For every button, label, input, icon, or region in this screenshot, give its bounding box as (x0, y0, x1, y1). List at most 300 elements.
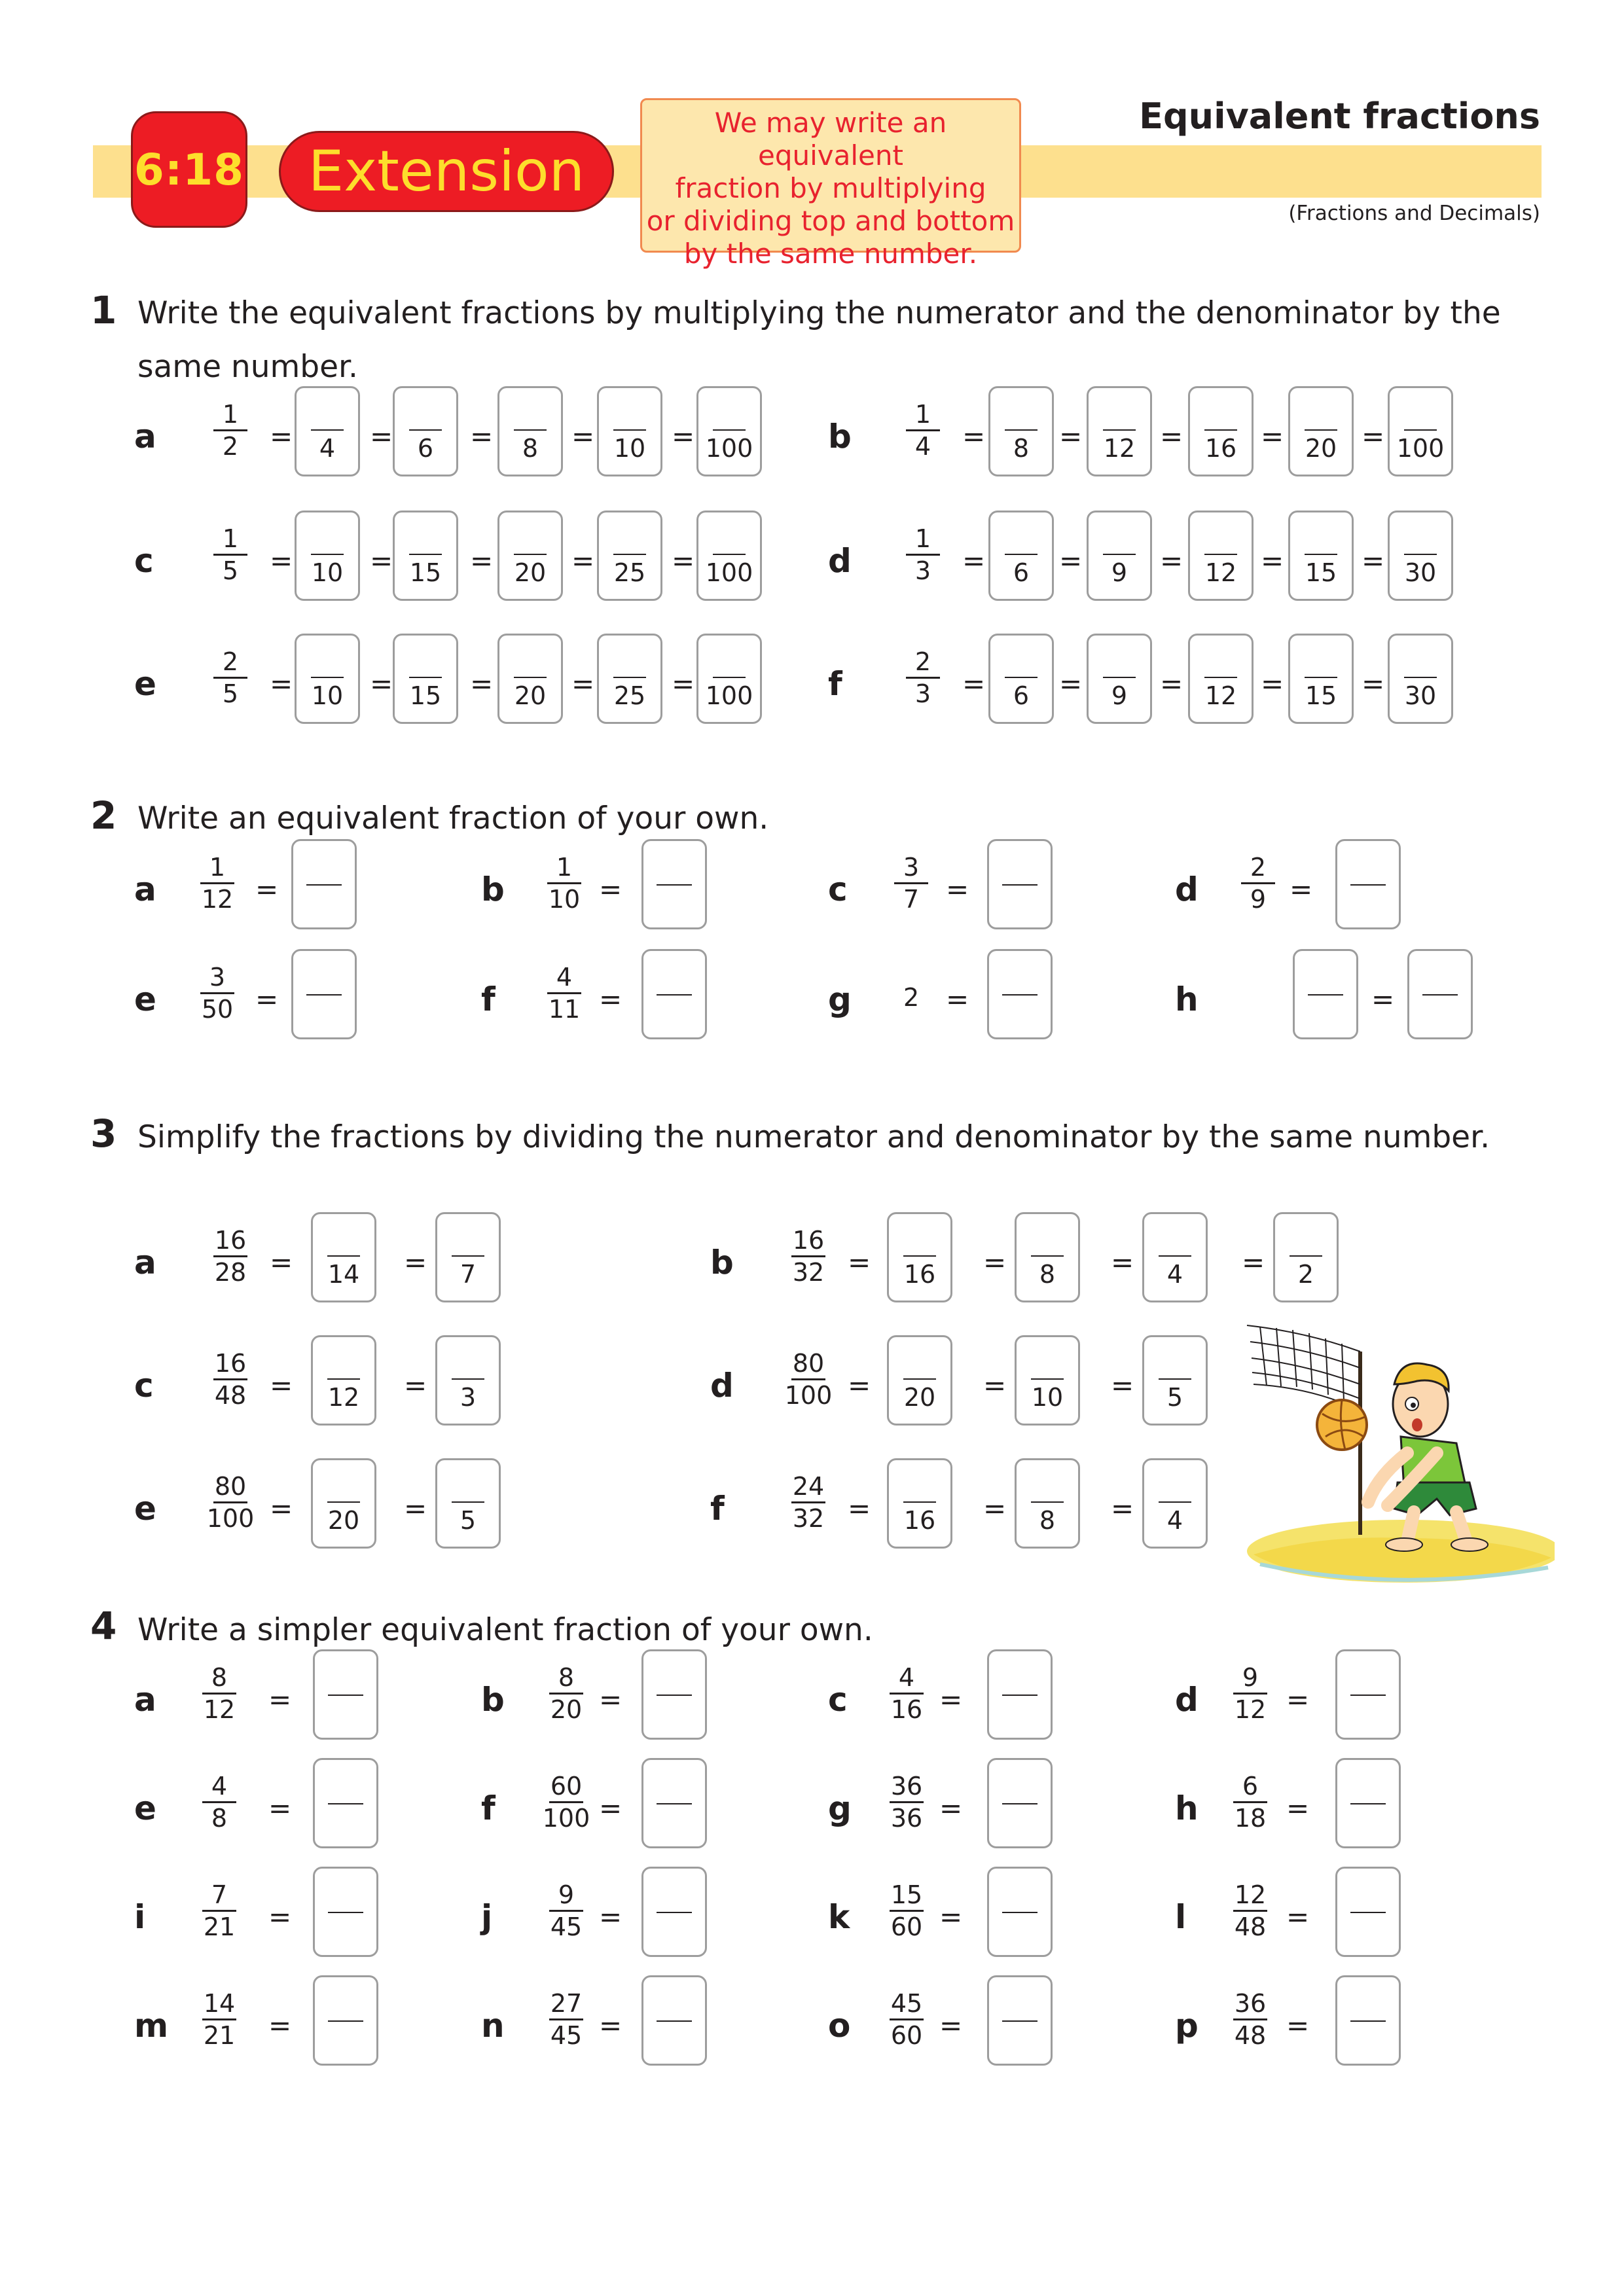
equals-sign: = (1286, 1792, 1310, 1824)
answer-box[interactable] (597, 386, 662, 476)
equals-sign: = (470, 420, 494, 452)
fraction (540, 1664, 592, 1723)
given-denominator: 20 (327, 1506, 360, 1535)
answer-fraction-bar (1305, 554, 1337, 555)
fraction-numerator: 15 (890, 1880, 923, 1909)
fraction (204, 648, 257, 708)
answer-fraction-bar (452, 1255, 484, 1257)
equals-sign: = (370, 420, 393, 452)
answer-box[interactable] (987, 839, 1053, 929)
fraction-denominator: 100 (784, 1381, 833, 1410)
equals-sign: = (571, 545, 595, 577)
answer-box[interactable] (295, 511, 360, 601)
question-2-number: 2 (90, 793, 117, 838)
fraction-bar (200, 882, 234, 884)
answer-fraction-bar (713, 677, 746, 678)
given-denominator: 2 (1297, 1260, 1314, 1289)
equals-sign: = (1111, 1246, 1134, 1278)
equals-sign: = (270, 545, 293, 577)
fraction-bar (547, 992, 581, 994)
equals-sign: = (946, 873, 969, 905)
answer-fraction-bar (514, 554, 547, 555)
fraction-denominator: 2 (222, 432, 239, 461)
answer-box[interactable] (988, 386, 1054, 476)
given-denominator: 12 (1204, 558, 1237, 587)
answer-box[interactable] (393, 386, 458, 476)
fraction-numerator: 9 (558, 1880, 575, 1909)
fraction-bar (791, 1378, 825, 1380)
answer-box[interactable] (313, 1867, 378, 1957)
answer-box[interactable] (887, 1458, 952, 1549)
answer-box[interactable] (1335, 1649, 1401, 1740)
item-letter: a (134, 418, 156, 456)
answer-box[interactable] (393, 511, 458, 601)
equals-sign: = (939, 1792, 963, 1824)
hint-line: fraction by multiplying (675, 172, 986, 204)
fraction-bar (200, 992, 234, 994)
fraction-denominator: 3 (914, 556, 931, 585)
fraction-numerator: 12 (1234, 1880, 1267, 1909)
fraction-numerator: 36 (890, 1772, 923, 1801)
question-4-text: Write a simpler equivalent fraction of your own. (137, 1612, 873, 1648)
fraction-bar (890, 1910, 924, 1912)
equals-sign: = (939, 1683, 963, 1715)
item-letter: c (828, 870, 848, 908)
answer-box[interactable] (641, 1867, 707, 1957)
fraction-numerator: 1 (209, 853, 226, 882)
fraction-numerator: 6 (1242, 1772, 1259, 1801)
volleyball-player-illustration (1240, 1312, 1555, 1594)
fraction-denominator: 60 (890, 2021, 923, 2050)
equals-sign: = (1286, 1901, 1310, 1933)
answer-box[interactable] (1015, 1458, 1080, 1549)
item-letter: j (481, 1898, 493, 1936)
item-letter: b (710, 1244, 734, 1282)
fraction-numerator: 36 (1234, 1989, 1267, 2018)
fraction-bar (213, 554, 247, 556)
equals-sign: = (571, 420, 595, 452)
given-denominator: 20 (514, 681, 547, 710)
given-denominator: 20 (903, 1383, 936, 1412)
fraction (880, 1881, 933, 1941)
answer-fraction-bar (657, 1803, 692, 1804)
answer-fraction-bar (327, 1378, 360, 1380)
answer-fraction-bar (903, 1501, 936, 1503)
answer-box[interactable] (987, 949, 1053, 1039)
equals-sign: = (270, 1246, 293, 1278)
answer-box[interactable] (295, 634, 360, 724)
answer-box[interactable] (295, 386, 360, 476)
equals-sign: = (1111, 1369, 1134, 1401)
fraction-bar (213, 1255, 247, 1257)
fraction-bar (906, 677, 940, 679)
equals-sign: = (1160, 420, 1183, 452)
fraction-bar (791, 1255, 825, 1257)
answer-box[interactable] (311, 1335, 376, 1426)
fraction-numerator: 1 (222, 400, 239, 429)
fraction (1224, 1990, 1276, 2049)
fraction-denominator: 9 (1250, 885, 1267, 914)
fraction (538, 963, 590, 1023)
given-denominator: 12 (1204, 681, 1237, 710)
answer-box[interactable] (1015, 1212, 1080, 1302)
answer-box[interactable] (313, 1975, 378, 2066)
answer-box[interactable] (1087, 386, 1152, 476)
answer-fraction-bar (1290, 1255, 1322, 1257)
answer-fraction-bar (409, 429, 442, 431)
answer-box[interactable] (887, 1212, 952, 1302)
fraction-denominator: 100 (206, 1504, 255, 1533)
fraction-bar (890, 1801, 924, 1803)
equals-sign: = (962, 420, 986, 452)
answer-box[interactable] (435, 1458, 501, 1549)
fraction-numerator: 1 (222, 524, 239, 553)
answer-box[interactable] (1188, 634, 1254, 724)
fraction-denominator: 10 (548, 885, 581, 914)
equals-sign: = (1261, 420, 1284, 452)
given-denominator: 15 (1305, 558, 1337, 587)
answer-box[interactable] (313, 1758, 378, 1848)
answer-box[interactable] (696, 511, 762, 601)
given-denominator: 4 (1166, 1260, 1183, 1289)
fraction (782, 1350, 835, 1409)
equals-sign: = (672, 668, 695, 700)
answer-box[interactable] (291, 949, 357, 1039)
fraction (204, 525, 257, 584)
given-denominator: 100 (705, 434, 753, 463)
fraction-numerator: 1 (914, 400, 931, 429)
fraction-numerator: 8 (211, 1663, 228, 1692)
item-letter: a (134, 870, 156, 908)
answer-fraction-bar (1350, 2020, 1386, 2022)
answer-fraction-bar (1350, 884, 1386, 886)
equals-sign: = (848, 1369, 871, 1401)
fraction (1224, 1881, 1276, 1941)
answer-fraction-bar (311, 677, 344, 678)
fraction-bar (906, 429, 940, 431)
answer-box[interactable] (1142, 1212, 1208, 1302)
fraction (204, 1473, 257, 1532)
answer-fraction-bar (328, 2020, 363, 2022)
fraction-bar (906, 554, 940, 556)
given-denominator: 25 (613, 681, 646, 710)
answer-fraction-bar (327, 1255, 360, 1257)
fraction-numerator: 24 (792, 1472, 825, 1501)
answer-box[interactable] (987, 1975, 1053, 2066)
fraction (540, 1881, 592, 1941)
answer-box[interactable] (1288, 511, 1354, 601)
answer-box[interactable] (1388, 386, 1453, 476)
fraction-denominator: 3 (914, 679, 931, 708)
fraction (193, 1772, 245, 1832)
fraction-bar (202, 1801, 236, 1803)
answer-fraction-bar (306, 884, 342, 886)
hint-line: or dividing top and bottom (646, 205, 1015, 237)
given-denominator: 10 (311, 558, 344, 587)
fraction (191, 963, 244, 1023)
equals-sign: = (1286, 2009, 1310, 2041)
equals-sign: = (1242, 1246, 1265, 1278)
item-letter: g (828, 980, 852, 1018)
equals-sign: = (946, 983, 969, 1015)
answer-box[interactable] (987, 1649, 1053, 1740)
answer-fraction-bar (1002, 1912, 1038, 1913)
answer-fraction-bar (452, 1501, 484, 1503)
equals-sign: = (470, 668, 494, 700)
answer-box[interactable] (291, 839, 357, 929)
answer-box[interactable] (1188, 511, 1254, 601)
equals-sign: = (1261, 668, 1284, 700)
question-1-text: Write the equivalent fractions by multiplying the numerator and the denominator by the same number. (137, 295, 1501, 385)
answer-box[interactable] (1388, 634, 1453, 724)
given-denominator: 15 (1305, 681, 1337, 710)
answer-fraction-bar (1103, 554, 1136, 555)
item-letter: b (481, 1681, 505, 1719)
fraction-bar (213, 1378, 247, 1380)
fraction-bar (890, 1693, 924, 1695)
given-denominator: 20 (514, 558, 547, 587)
fraction (885, 853, 937, 913)
fraction-denominator: 18 (1234, 1804, 1267, 1833)
answer-box[interactable] (597, 511, 662, 601)
equals-sign: = (672, 420, 695, 452)
item-letter: o (828, 2007, 851, 2045)
fraction-bar (549, 1910, 583, 1912)
equals-sign: = (1111, 1492, 1134, 1524)
answer-box[interactable] (1142, 1458, 1208, 1549)
equals-sign: = (983, 1492, 1007, 1524)
equals-sign: = (672, 545, 695, 577)
answer-box[interactable] (1288, 634, 1354, 724)
answer-fraction-bar (1305, 429, 1337, 431)
answer-box[interactable] (393, 634, 458, 724)
answer-box[interactable] (887, 1335, 952, 1426)
equals-sign: = (1160, 668, 1183, 700)
answer-box[interactable] (987, 1867, 1053, 1957)
answer-box[interactable] (597, 634, 662, 724)
answer-box[interactable] (311, 1458, 376, 1549)
answer-fraction-bar (1002, 884, 1038, 886)
answer-box[interactable] (696, 386, 762, 476)
answer-box[interactable] (1015, 1335, 1080, 1426)
answer-box[interactable] (641, 1975, 707, 2066)
item-letter: n (481, 2007, 505, 2045)
page-title: Equivalent fractions (1139, 96, 1540, 137)
answer-box[interactable] (1273, 1212, 1339, 1302)
answer-fraction-bar (1002, 994, 1038, 996)
answer-box[interactable] (641, 1758, 707, 1848)
answer-box[interactable] (1388, 511, 1453, 601)
answer-fraction-bar (1103, 677, 1136, 678)
fraction-denominator: 4 (914, 432, 931, 461)
question-3-number: 3 (90, 1111, 117, 1156)
fraction (540, 1990, 592, 2049)
given-denominator: 12 (327, 1383, 360, 1412)
answer-box[interactable] (1335, 1867, 1401, 1957)
equals-sign: = (962, 668, 986, 700)
answer-fraction-bar (1350, 1803, 1386, 1804)
given-denominator: 100 (1396, 434, 1445, 463)
answer-box[interactable] (1293, 949, 1358, 1039)
answer-fraction-bar (1350, 1912, 1386, 1913)
equals-sign: = (983, 1246, 1007, 1278)
item-letter: m (134, 2007, 169, 2045)
answer-box[interactable] (988, 511, 1054, 601)
answer-box[interactable] (435, 1212, 501, 1302)
equals-sign: = (404, 1492, 427, 1524)
fraction-bar (547, 882, 581, 884)
fraction-bar (202, 1693, 236, 1695)
answer-fraction-bar (1308, 994, 1343, 996)
item-letter: c (828, 1681, 848, 1719)
answer-box[interactable] (696, 634, 762, 724)
answer-box[interactable] (641, 949, 707, 1039)
fraction (193, 1881, 245, 1941)
fraction-numerator: 45 (890, 1989, 923, 2018)
fraction-denominator: 50 (201, 995, 234, 1024)
given-denominator: 8 (522, 434, 539, 463)
answer-box[interactable] (641, 1649, 707, 1740)
answer-fraction-bar (409, 554, 442, 555)
answer-box[interactable] (1087, 634, 1152, 724)
given-denominator: 16 (903, 1506, 936, 1535)
fraction (204, 1227, 257, 1286)
fraction-bar (213, 677, 247, 679)
given-denominator: 4 (1166, 1506, 1183, 1535)
fraction-denominator: 45 (550, 1912, 583, 1941)
answer-box[interactable] (435, 1335, 501, 1426)
question-4-number: 4 (90, 1604, 117, 1648)
equals-sign: = (255, 873, 279, 905)
answer-box[interactable] (641, 839, 707, 929)
equals-sign: = (270, 1492, 293, 1524)
fraction-numerator: 3 (903, 853, 920, 882)
item-letter: a (134, 1244, 156, 1282)
answer-box[interactable] (1288, 386, 1354, 476)
fraction-bar (1233, 2018, 1267, 2020)
equals-sign: = (1371, 983, 1395, 1015)
given-denominator: 8 (1013, 434, 1030, 463)
answer-box[interactable] (313, 1649, 378, 1740)
answer-box[interactable] (1335, 1758, 1401, 1848)
hint-line: We may write an equivalent (714, 107, 947, 171)
answer-fraction-bar (409, 677, 442, 678)
item-letter: f (710, 1490, 725, 1528)
answer-fraction-bar (306, 994, 342, 996)
fraction-numerator: 2 (222, 647, 239, 676)
answer-box[interactable] (1188, 386, 1254, 476)
answer-fraction-bar (613, 554, 646, 555)
fraction (782, 1473, 835, 1532)
equals-sign: = (599, 1683, 623, 1715)
answer-box[interactable] (1142, 1335, 1208, 1426)
equals-sign: = (599, 873, 623, 905)
item-letter: e (134, 665, 156, 703)
answer-fraction-bar (657, 994, 692, 996)
answer-box[interactable] (1335, 1975, 1401, 2066)
fraction-numerator: 8 (558, 1663, 575, 1692)
fraction-denominator: 100 (542, 1804, 590, 1833)
fraction-bar (1241, 882, 1275, 884)
answer-box[interactable] (497, 634, 563, 724)
answer-fraction-bar (1350, 1695, 1386, 1696)
fraction-denominator: 32 (792, 1504, 825, 1533)
answer-box[interactable] (1087, 511, 1152, 601)
answer-fraction-bar (1159, 1501, 1191, 1503)
fraction-numerator: 16 (214, 1226, 247, 1255)
given-denominator: 9 (1111, 558, 1128, 587)
given-denominator: 3 (460, 1383, 477, 1412)
answer-fraction-bar (1031, 1501, 1064, 1503)
answer-box[interactable] (497, 386, 563, 476)
item-letter: k (828, 1898, 850, 1936)
fraction-numerator: 14 (203, 1989, 236, 2018)
fraction-denominator: 16 (890, 1695, 923, 1724)
answer-box[interactable] (311, 1212, 376, 1302)
item-letter: b (481, 870, 505, 908)
equals-sign: = (270, 668, 293, 700)
fraction (193, 1664, 245, 1723)
fraction-numerator: 80 (214, 1472, 247, 1501)
fraction-denominator: 8 (211, 1804, 228, 1833)
fraction-bar (549, 1801, 583, 1803)
item-letter: l (1175, 1898, 1187, 1936)
equals-sign: = (599, 983, 623, 1015)
item-letter: g (828, 1789, 852, 1827)
equals-sign: = (268, 2009, 292, 2041)
answer-box[interactable] (1335, 839, 1401, 929)
fraction-numerator: 1 (914, 524, 931, 553)
answer-box[interactable] (1407, 949, 1473, 1039)
answer-fraction-bar (713, 554, 746, 555)
fraction-bar (213, 429, 247, 431)
fraction (880, 1772, 933, 1832)
answer-fraction-bar (903, 1255, 936, 1257)
fraction-numerator: 2 (914, 647, 931, 676)
answer-fraction-bar (311, 429, 344, 431)
answer-fraction-bar (328, 1912, 363, 1913)
answer-box[interactable] (988, 634, 1054, 724)
equals-sign: = (983, 1369, 1007, 1401)
given-denominator: 12 (1103, 434, 1136, 463)
fraction (204, 401, 257, 460)
fraction-denominator: 12 (203, 1695, 236, 1724)
answer-fraction-bar (903, 1378, 936, 1380)
answer-fraction-bar (1404, 554, 1437, 555)
fraction-denominator: 32 (792, 1258, 825, 1287)
answer-box[interactable] (497, 511, 563, 601)
fraction (897, 401, 949, 460)
fraction-numerator: 9 (1242, 1663, 1259, 1692)
fraction-bar (890, 2018, 924, 2020)
fraction-denominator: 11 (548, 995, 581, 1024)
answer-fraction-bar (1159, 1378, 1191, 1380)
given-denominator: 9 (1111, 681, 1128, 710)
fraction-bar (202, 1910, 236, 1912)
fraction-numerator: 3 (209, 963, 226, 992)
answer-box[interactable] (987, 1758, 1053, 1848)
answer-fraction-bar (1204, 554, 1237, 555)
equals-sign: = (599, 1901, 623, 1933)
given-denominator: 25 (613, 558, 646, 587)
answer-fraction-bar (1002, 2020, 1038, 2022)
fraction-bar (894, 882, 928, 884)
equals-sign: = (270, 420, 293, 452)
answer-fraction-bar (1204, 677, 1237, 678)
equals-sign: = (599, 2009, 623, 2041)
fraction (193, 1990, 245, 2049)
answer-fraction-bar (1002, 1803, 1038, 1804)
